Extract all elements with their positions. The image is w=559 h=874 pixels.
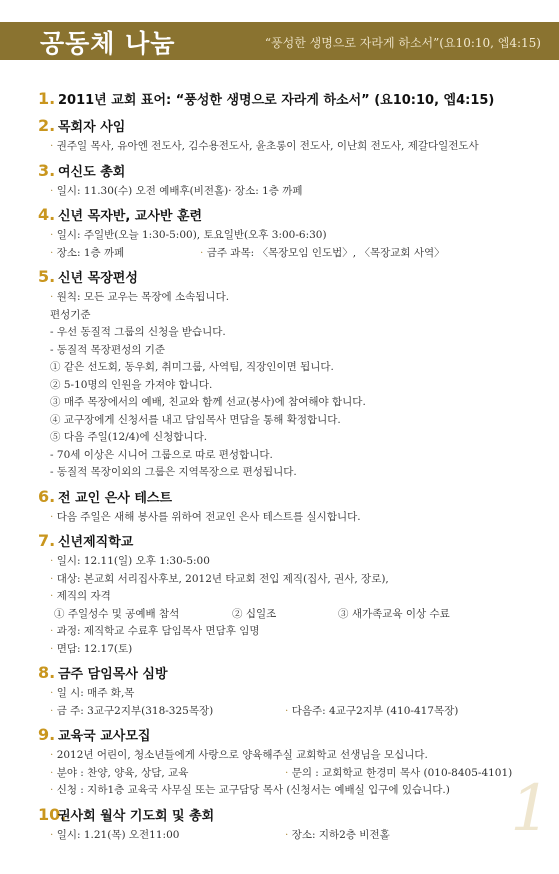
section-heading xyxy=(38,205,543,227)
section-4 xyxy=(38,205,543,262)
detail-line xyxy=(38,307,543,325)
bullet-dot: · xyxy=(50,704,57,717)
section-title: 신년 목자반, 교사반 훈련 xyxy=(58,209,203,224)
line-text: 문의 : 교회학교 한경미 목사 (010-8405-4101) xyxy=(291,766,513,779)
detail-line xyxy=(38,227,543,245)
line-text: 장소: 지하2층 비전홀 xyxy=(291,828,390,841)
bullet-dot: · xyxy=(50,572,57,585)
page-number-watermark: 1 xyxy=(510,772,551,846)
detail-cell xyxy=(50,765,285,783)
section-title: 권사회 월삭 기도회 및 총회 xyxy=(58,808,215,824)
section-number: 7. xyxy=(38,531,56,550)
detail-cell xyxy=(285,827,515,845)
line-text: 신청 : 지하1층 교육국 사무실 또는 교구담당 목사 (신청서는 예배실 입구에 있습니다.) xyxy=(56,784,450,796)
bullet-dot: · xyxy=(50,625,57,637)
section-8 xyxy=(38,663,543,720)
announcement-list xyxy=(38,84,543,844)
section-number: 8. xyxy=(38,663,56,682)
line-text: 일시: 12.11(일) 오후 1:30-5:00 xyxy=(56,555,210,567)
line-text: - 우선 동질적 그룹의 신청을 받습니다. xyxy=(50,326,226,338)
section-number: 2. xyxy=(38,116,56,135)
detail-cell xyxy=(50,703,285,721)
line-text: - 70세 이상은 시니어 그룹으로 따로 편성합니다. xyxy=(50,448,273,461)
bullet-dot: · xyxy=(200,246,207,259)
bullet-dot: · xyxy=(50,510,57,523)
section-title: 전 교인 은사 테스트 xyxy=(58,490,173,506)
detail-line xyxy=(38,641,543,659)
section-number: 9. xyxy=(38,725,56,744)
line-text: 편성기준 xyxy=(50,308,91,321)
section-number: 4. xyxy=(38,205,56,224)
header-subtitle: “풍성한 생명으로 자라게 하소서”(요10:10, 엡4:15) xyxy=(264,36,541,50)
bullet-dot: · xyxy=(50,828,57,841)
bullet-dot: · xyxy=(50,140,57,152)
detail-line xyxy=(38,324,543,342)
detail-line xyxy=(38,412,543,430)
section-7 xyxy=(38,531,543,658)
section-number: 1. xyxy=(38,89,56,108)
page-title: 공동체 나눔 xyxy=(40,29,176,58)
detail-row xyxy=(38,765,543,783)
section-number: 5. xyxy=(38,267,56,286)
bullet-dot: · xyxy=(50,291,57,303)
bullet-dot: · xyxy=(285,828,292,841)
section-heading xyxy=(38,487,543,509)
bullet-dot: · xyxy=(50,687,57,699)
line-text: 일시: 1.21(목) 오전11:00 xyxy=(56,828,180,841)
bullet-dot: · xyxy=(285,704,292,717)
line-text: 다음 주일은 새해 봉사를 위하여 전교인 은사 테스트를 실시합니다. xyxy=(56,510,361,523)
section-heading xyxy=(38,805,543,827)
section-heading xyxy=(38,725,543,747)
bullet-dot: · xyxy=(50,784,57,796)
line-text: - 동질적 목장이외의 그룹은 지역목장으로 편성됩니다. xyxy=(50,466,297,478)
line-text: 금 주: 3교구2지부(318-325목장) xyxy=(56,704,214,717)
detail-line xyxy=(38,342,543,360)
bullet-dot: · xyxy=(285,766,292,779)
criterion: ② 십일조 xyxy=(232,607,277,620)
section-number: 3. xyxy=(38,160,56,180)
detail-line xyxy=(38,394,543,412)
detail-line xyxy=(38,571,543,589)
detail-line xyxy=(38,623,543,641)
section-10 xyxy=(38,805,543,845)
section-heading xyxy=(38,89,543,111)
bullet-dot: · xyxy=(50,590,57,602)
section-title: 목회자 사임 xyxy=(58,120,126,135)
detail-line xyxy=(38,509,543,527)
header-banner xyxy=(0,0,559,68)
section-title: 신년 목장편성 xyxy=(58,271,138,286)
section-title: 신년제직학교 xyxy=(58,535,134,550)
line-text: 원칙: 모든 교우는 목장에 소속됩니다. xyxy=(56,291,230,303)
detail-cell xyxy=(285,703,515,721)
section-title: 2011년 교회 표어: “풍성한 생명으로 자라게 하소서” (요10:10, 엡4:15) xyxy=(58,93,495,108)
detail-line xyxy=(38,588,543,606)
detail-cell xyxy=(50,827,285,845)
bullet-dot: · xyxy=(50,749,57,761)
detail-line xyxy=(38,747,543,765)
section-heading xyxy=(38,663,543,685)
line-text: 다음주: 4교구2지부 (410-417목장) xyxy=(291,704,459,717)
criteria-row xyxy=(38,606,543,624)
detail-line xyxy=(38,464,543,482)
line-text: 대상: 본교회 서리집사후보, 2012년 타교회 전입 제직(집사, 권사, 장로), xyxy=(56,572,389,585)
section-number: 6. xyxy=(38,486,56,506)
detail-cell xyxy=(285,765,515,783)
detail-line xyxy=(38,359,543,377)
line-text: ② 5-10명의 인원을 가져야 합니다. xyxy=(50,378,213,391)
line-text: 2012년 어린이, 청소년들에게 사랑으로 양육해주실 교회학교 선생님을 모십니다. xyxy=(56,749,428,761)
section-2 xyxy=(38,116,543,156)
detail-cell xyxy=(50,245,200,263)
detail-line xyxy=(38,377,543,395)
section-1 xyxy=(38,89,543,111)
line-text: 과정: 제직학교 수료후 담임목사 면담후 임명 xyxy=(56,625,260,637)
line-text: ④ 교구장에게 신청서를 내고 담임목사 면담을 통해 확정합니다. xyxy=(50,413,341,426)
section-6 xyxy=(38,487,543,527)
section-title: 여신도 총회 xyxy=(58,164,126,180)
bullet-dot: · xyxy=(50,246,57,259)
detail-row xyxy=(38,703,543,721)
bullet-dot: · xyxy=(50,642,57,655)
section-3 xyxy=(38,161,543,201)
line-text: 제직의 자격 xyxy=(56,590,111,602)
bullet-dot: · xyxy=(50,229,57,241)
detail-line xyxy=(38,553,543,571)
line-text: 일시: 주일반(오늘 1:30-5:00), 토요일반(오후 3:00-6:30) xyxy=(56,229,327,241)
line-text: 면담: 12.17(토) xyxy=(56,642,133,655)
line-text: 금주 과목: 〈목장모임 인도법〉, 〈목장교회 사역〉 xyxy=(206,246,445,259)
line-text: - 동질적 목장편성의 기준 xyxy=(50,343,165,356)
line-text: ① 같은 선도회, 동우회, 취미그룹, 사역팀, 직장인이면 됩니다. xyxy=(50,361,334,373)
bullet-dot: · xyxy=(50,184,57,197)
line-text: ⑤ 다음 주일(12/4)에 신청합니다. xyxy=(50,431,208,443)
line-text: 분야 : 찬양, 양육, 상담, 교육 xyxy=(56,766,189,779)
detail-row xyxy=(38,827,543,845)
section-5 xyxy=(38,267,543,482)
detail-line xyxy=(38,685,543,703)
detail-line xyxy=(38,447,543,465)
section-number: 10. xyxy=(38,804,67,824)
bullet-dot: · xyxy=(50,766,57,779)
section-title: 금주 담임목사 심방 xyxy=(58,667,168,682)
section-9 xyxy=(38,725,543,800)
detail-line xyxy=(38,429,543,447)
line-text: 일 시: 매주 화,목 xyxy=(56,687,135,699)
section-heading xyxy=(38,531,543,553)
bullet-dot: · xyxy=(50,555,57,567)
detail-row xyxy=(38,245,543,263)
section-heading xyxy=(38,116,543,138)
criterion: ① 주일성수 및 공예배 참석 xyxy=(54,607,180,620)
detail-line xyxy=(38,183,543,201)
line-text: 일시: 11.30(수) 오전 예배후(비전홀)· 장소: 1층 까페 xyxy=(56,184,303,197)
line-text: ③ 매주 목장에서의 예배, 친교와 함께 선교(봉사)에 참여해야 합니다. xyxy=(50,396,366,408)
section-heading xyxy=(38,267,543,289)
section-title: 교육국 교사모집 xyxy=(58,729,151,744)
criterion: ③ 새가족교육 이상 수료 xyxy=(338,607,450,620)
section-heading xyxy=(38,161,543,183)
line-text: 권주일 목사, 유아엔 전도사, 김수용전도사, 윤초롱이 전도사, 이난희 전도사, 제갈다일전도사 xyxy=(56,140,479,152)
detail-line xyxy=(38,138,543,156)
detail-cell xyxy=(200,245,445,263)
line-text: 장소: 1층 까페 xyxy=(56,246,125,259)
detail-line xyxy=(38,782,543,800)
detail-line xyxy=(38,289,543,307)
